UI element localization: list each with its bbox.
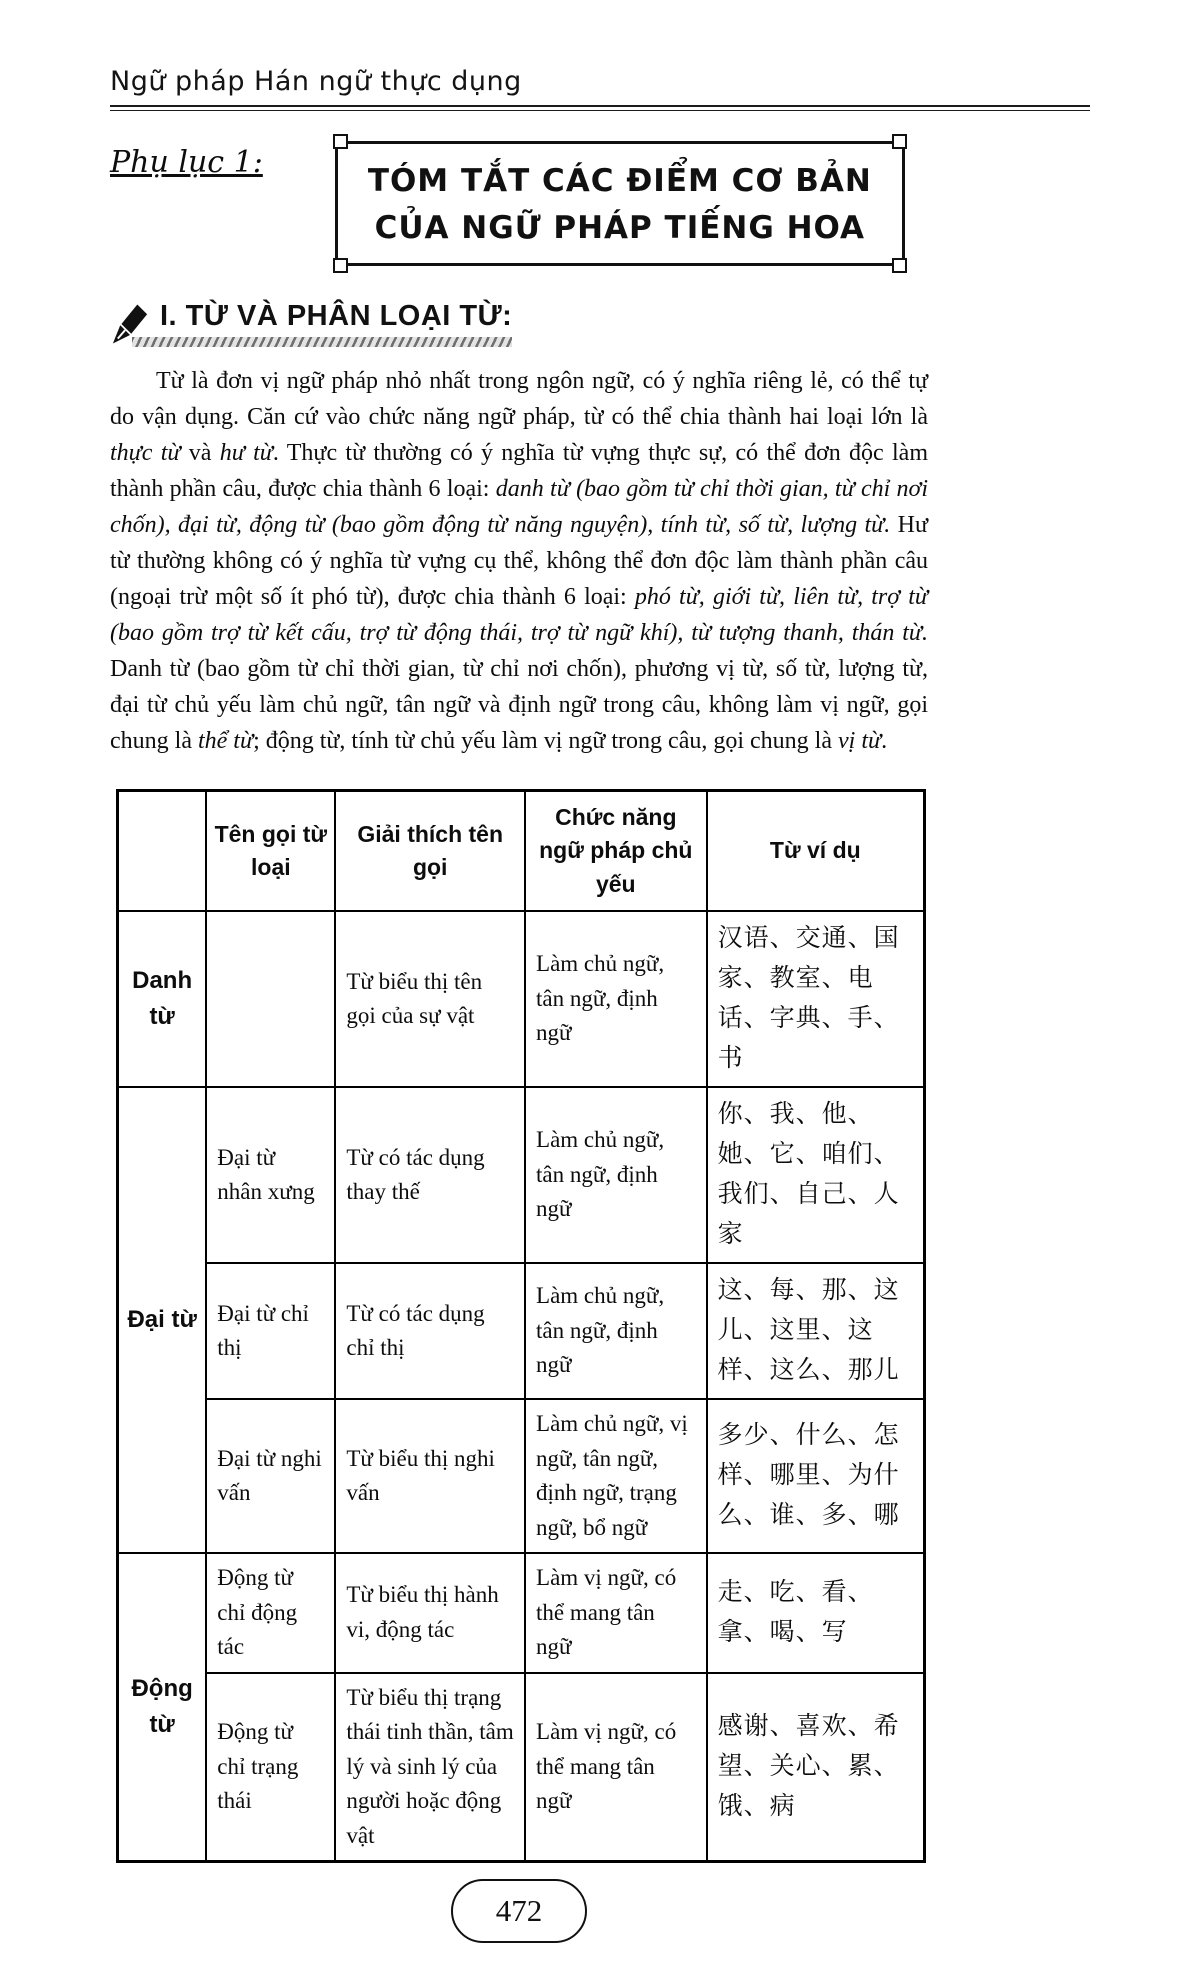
- header-cell-name: Tên gọi từ loại: [206, 791, 335, 912]
- cell-name: Động từ chỉ trạng thái: [206, 1673, 335, 1862]
- cell-explanation: Từ biểu thị trạng thái tinh thần, tâm lý và sinh lý của người hoặc động vật: [335, 1673, 525, 1862]
- table-row: [118, 1087, 925, 1263]
- cell-explanation: Từ biểu thị tên gọi của sự vật: [335, 911, 525, 1087]
- cell-name: Động từ chỉ động tác: [206, 1553, 335, 1673]
- table-header-row: [118, 791, 925, 912]
- header-cell-explanation: Giải thích tên gọi: [335, 791, 525, 912]
- word-class-group-label: Danh từ: [118, 911, 207, 1087]
- intro-paragraph: Từ là đơn vị ngữ pháp nhỏ nhất trong ngôn ngữ, có ý nghĩa riêng lẻ, có thể tự do vận dụng. Căn cứ vào chức năng ngữ pháp, từ có thể chia thành hai loại lớn là thực từ và hư từ. Thực từ thường có ý nghĩa từ vựng thực sự, có thể đơn độc làm thành phần câu, được chia thành 6 loại: danh từ (bao gồm từ chỉ thời gian, từ chỉ nơi chốn), đại từ, động từ (bao gồm động từ năng nguyện), tính từ, số từ, lượng từ. Hư từ thường không có ý nghĩa từ vựng cụ thể, không thể đơn độc làm thành phần câu (ngoại trừ một số ít phó từ), được chia thành 6 loại: phó từ, giới từ, liên từ, trợ từ (bao gồm trợ từ kết cấu, trợ từ động thái, trợ từ ngữ khí), từ tượng thanh, thán từ. Danh từ (bao gồm từ chỉ thời gian, từ chỉ nơi chốn), phương vị từ, số từ, lượng từ, đại từ chủ yếu làm chủ ngữ, tân ngữ và định ngữ trong câu, không làm vị ngữ, gọi chung là thể từ; động từ, tính từ chủ yếu làm vị ngữ trong câu, gọi chung là vị từ.: [110, 368, 929, 754]
- cell-function: Làm vị ngữ, có thể mang tân ngữ: [525, 1673, 707, 1862]
- section-heading-underline: [132, 337, 512, 347]
- cell-name: Đại từ chỉ thị: [206, 1263, 335, 1399]
- cell-explanation: Từ có tác dụng thay thế: [335, 1087, 525, 1263]
- word-class-group-label: Động từ: [118, 1553, 207, 1862]
- title-line-1: TÓM TẮT CÁC ĐIỂM CƠ BẢN: [367, 163, 872, 199]
- title-box: [335, 141, 905, 266]
- cell-explanation: Từ biểu thị hành vi, động tác: [335, 1553, 525, 1673]
- header-rule: [110, 105, 1090, 111]
- table-row: [118, 911, 925, 1087]
- appendix-label: Phụ lục 1:: [110, 145, 263, 180]
- header-cell-group: [118, 791, 207, 912]
- table-row: [118, 1399, 925, 1553]
- cell-examples: 汉语、交通、国家、教室、电话、字典、手、书: [707, 911, 925, 1087]
- cell-examples: 你、我、他、她、它、咱们、我们、自己、人家: [707, 1087, 925, 1263]
- appendix-row: [110, 141, 1090, 266]
- page-number: 472: [451, 1879, 587, 1943]
- word-class-group-label: Đại từ: [118, 1087, 207, 1553]
- corner-square-icon: [892, 258, 907, 273]
- corner-square-icon: [333, 134, 348, 149]
- corner-square-icon: [892, 134, 907, 149]
- cell-function: Làm chủ ngữ, tân ngữ, định ngữ: [525, 1087, 707, 1263]
- cell-examples: 感谢、喜欢、希望、关心、累、饿、病: [707, 1673, 925, 1862]
- section-heading-wrap: [160, 300, 512, 347]
- section-heading-text: I. TỪ VÀ PHÂN LOẠI TỪ:: [160, 300, 513, 332]
- cell-examples: 走、吃、看、拿、喝、写: [707, 1553, 925, 1673]
- cell-examples: 多少、什么、怎样、哪里、为什么、谁、多、哪: [707, 1399, 925, 1553]
- cell-examples: 这、每、那、这儿、这里、这样、这么、那儿: [707, 1263, 925, 1399]
- cell-name: Đại từ nhân xưng: [206, 1087, 335, 1263]
- cell-function: Làm chủ ngữ, tân ngữ, định ngữ: [525, 1263, 707, 1399]
- cell-function: Làm chủ ngữ, vị ngữ, tân ngữ, định ngữ, trạng ngữ, bổ ngữ: [525, 1399, 707, 1553]
- table-row: [118, 1553, 925, 1673]
- cell-name: [206, 911, 335, 1087]
- running-head: Ngữ pháp Hán ngữ thực dụng: [110, 66, 522, 97]
- header-cell-examples: Từ ví dụ: [707, 791, 925, 912]
- cell-name: Đại từ nghi vấn: [206, 1399, 335, 1553]
- table-row: [118, 1673, 925, 1862]
- page-number-row: [110, 1879, 928, 1943]
- cell-function: Làm chủ ngữ, tân ngữ, định ngữ: [525, 911, 707, 1087]
- title-line-2: CỦA NGỮ PHÁP TIẾNG HOA: [374, 209, 866, 246]
- corner-square-icon: [333, 258, 348, 273]
- cell-explanation: Từ có tác dụng chỉ thị: [335, 1263, 525, 1399]
- cell-explanation: Từ biểu thị nghi vấn: [335, 1399, 525, 1553]
- table-row: [118, 1263, 925, 1399]
- section-heading: [110, 300, 1090, 347]
- header-cell-function: Chức năng ngữ pháp chủ yếu: [525, 791, 707, 912]
- cell-function: Làm vị ngữ, có thể mang tân ngữ: [525, 1553, 707, 1673]
- word-class-table: [116, 789, 926, 1863]
